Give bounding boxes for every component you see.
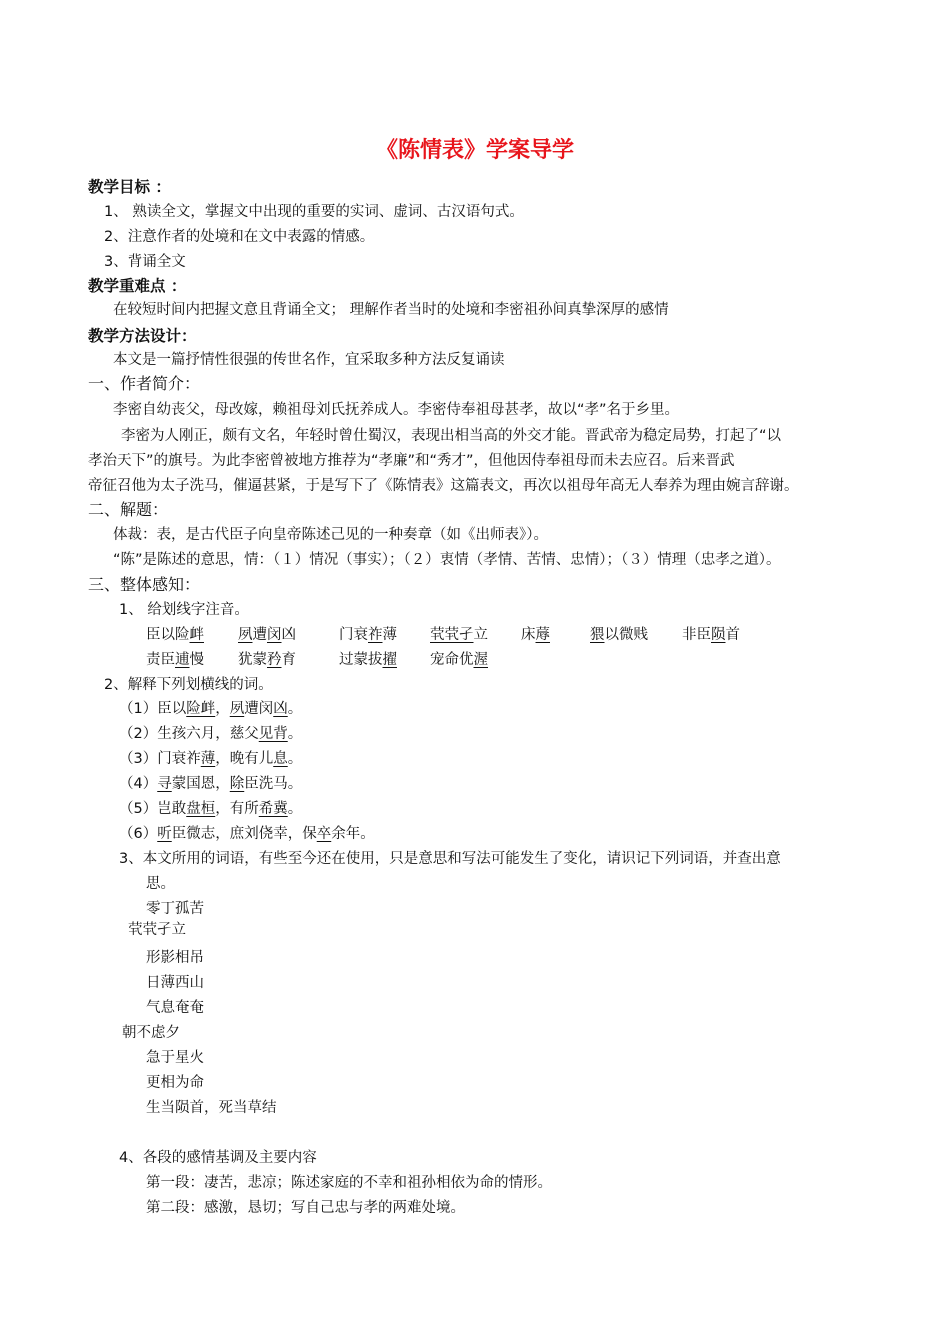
q3-word: 日薄西山 [146, 975, 204, 991]
q3-word: 急于星火 [146, 1050, 204, 1066]
q2-item [119, 699, 302, 719]
q3-word: 茕茕孑立 [128, 922, 186, 938]
difficulty-text: 在较短时间内把握文意且背诵全文； 理解作者当时的处境和李密祖孙间真挚深厚的感情 [113, 302, 669, 318]
q2-text: 。 [287, 801, 303, 817]
explain-heading: 二、解题： [88, 500, 169, 519]
q2-text: （4） [119, 776, 158, 792]
q2-text: 臣洗马。 [244, 776, 303, 792]
underlined-word: 薄 [200, 751, 216, 767]
q2-item [119, 824, 375, 844]
author-paragraph: 李密自幼丧父，母改嫁，赖祖母刘氏抚养成人。李密侍奉祖母甚孝，故以“孝”名于乡里。 [113, 402, 680, 418]
q1-word: 门衰祚薄 [339, 627, 397, 643]
method-heading: 教学方法设计： [88, 327, 197, 345]
q2-text: 蒙国恩， [171, 776, 230, 792]
q1-word: 猥以微贱 [590, 627, 648, 643]
q3-label: 3、本文所用的词语，有些至今还在使用，只是意思和写法可能发生了变化，请识记下列词语，并查出意 [119, 851, 781, 867]
goal-item: 1、 熟读全文，掌握文中出现的重要的实词、虚词、古汉语句式。 [104, 204, 524, 220]
explain-text: “陈”是陈述的意思，情：（１）情况（事实）；（２）衷情（孝情、苦情、忠情）；（３）情理（忠孝之道）。 [113, 552, 781, 568]
underlined-word: 寻 [157, 776, 172, 792]
author-paragraph: 帝征召他为太子洗马，催逼甚紧，于是写下了《陈情表》这篇表文，再次以祖母年高无人奉养为理由婉言辞谢。 [88, 478, 799, 494]
q3-word: 气息奄奄 [146, 1000, 204, 1016]
q3-word: 零丁孤苦 [146, 901, 204, 917]
q4-paragraph: 第一段：凄苦，悲凉；陈述家庭的不幸和祖孙相依为命的情形。 [146, 1175, 552, 1191]
q1-word: 夙遭闵凶 [238, 627, 296, 643]
q2-label: 2、解释下列划横线的词。 [104, 677, 273, 693]
underlined-word: 险衅 [186, 701, 216, 717]
author-paragraph: 孝治天下”的旗号。为此李密曾被地方推荐为“孝廉”和“秀才”，但他因侍奉祖母而未去应召。后来晋武 [88, 453, 735, 469]
q3-label: 思。 [146, 876, 175, 892]
q1-word: 责臣逋慢 [146, 652, 204, 668]
q1-word: 床蓐 [521, 627, 550, 643]
method-text: 本文是一篇抒情性很强的传世名作，宜采取多种方法反复诵读 [113, 352, 505, 368]
underlined-word: 卒 [316, 826, 332, 842]
q4-paragraph: 第二段：感激，恳切；写自己忠与孝的两难处境。 [146, 1200, 465, 1216]
q1-word: 犹蒙矜育 [238, 652, 296, 668]
q2-text: 臣微志，庶刘侥幸，保 [171, 826, 317, 842]
q2-text: 遭闵 [244, 701, 274, 717]
q1-word: 宠命优渥 [430, 652, 488, 668]
q2-text: （5）岂敢 [119, 801, 187, 817]
q2-text: （3）门衰祚 [119, 751, 201, 767]
underlined-word: 除 [229, 776, 245, 792]
q2-item [119, 799, 302, 819]
underlined-word: 息 [273, 751, 288, 767]
explain-text: 体裁：表，是古代臣子向皇帝陈述己见的一种奏章（如《出师表》）。 [113, 527, 548, 543]
q3-word: 朝不虑夕 [122, 1025, 180, 1041]
q2-text: ，有所 [215, 801, 259, 817]
q2-text: 。 [287, 751, 303, 767]
q1-word: 非臣陨首 [682, 627, 740, 643]
underlined-word: 夙 [229, 701, 245, 717]
underlined-word: 盘桓 [186, 801, 216, 817]
q3-word: 生当陨首，死当草结 [146, 1100, 277, 1116]
q2-text: （1）臣以 [119, 701, 187, 717]
q3-word: 形影相吊 [146, 950, 204, 966]
q1-word: 过蒙拔擢 [339, 652, 397, 668]
goal-item: 2、注意作者的处境和在文中表露的情感。 [104, 229, 375, 245]
difficulty-heading: 教学重难点 ： [88, 277, 187, 295]
underlined-word: 凶 [273, 701, 288, 717]
q3-word: 更相为命 [146, 1075, 204, 1091]
q1-word: 臣以险衅 [146, 627, 204, 643]
q2-item [119, 749, 302, 769]
q2-text: 余年。 [331, 826, 375, 842]
q2-text: （6） [119, 826, 158, 842]
author-paragraph: 李密为人刚正，颇有文名，年轻时曾仕蜀汉，表现出相当高的外交才能。晋武帝为稳定局势，打起了“以 [121, 428, 782, 444]
goal-item: 3、背诵全文 [104, 254, 186, 270]
q2-text: ， [215, 701, 230, 717]
underlined-word: 见背 [258, 726, 288, 742]
q1-label: 1、 给划线字注音。 [119, 602, 249, 618]
author-heading: 一、作者简介： [88, 374, 201, 393]
overall-heading: 三、整体感知： [88, 575, 201, 594]
q2-item [119, 774, 302, 794]
q2-item [119, 724, 302, 744]
underlined-word: 听 [157, 826, 172, 842]
q2-text: 。 [287, 701, 303, 717]
q2-text: ，晚有儿 [215, 751, 274, 767]
underlined-word: 希冀 [258, 801, 288, 817]
q2-text: （2）生孩六月，慈父 [119, 726, 259, 742]
q4-label: 4、各段的感情基调及主要内容 [119, 1150, 317, 1166]
page-title: 《陈情表》学案导学 [375, 138, 574, 163]
q1-word: 茕茕孑立 [430, 627, 488, 643]
goals-heading: 教学目标 ： [88, 178, 171, 196]
q2-text: 。 [287, 726, 303, 742]
